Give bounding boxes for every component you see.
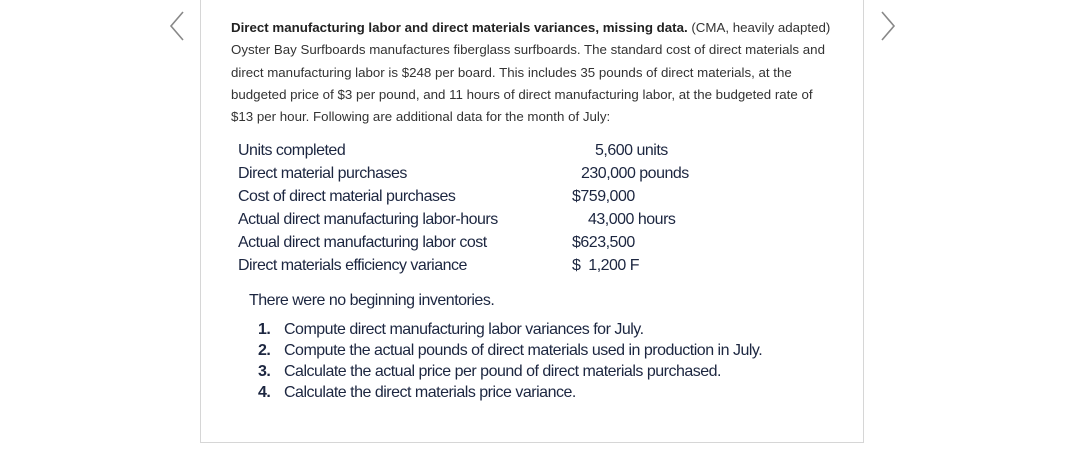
inventory-note: There were no beginning inventories. [249, 292, 495, 309]
question-text: Calculate the direct materials price variance. [284, 384, 576, 401]
question-item [258, 382, 762, 403]
row-label: Cost of direct material purchases [238, 188, 456, 205]
chevron-right-icon [872, 8, 902, 44]
question-list [258, 319, 762, 403]
row-label: Actual direct manufacturing labor-hours [238, 211, 498, 228]
question-number: 1. [258, 321, 271, 338]
table-row [238, 254, 798, 277]
question-item [258, 340, 762, 361]
row-label: Direct materials efficiency variance [238, 257, 467, 274]
question-text: Compute direct manufacturing labor variances for July. [284, 321, 644, 338]
problem-text: (CMA, heavily adapted) Oyster Bay Surfboards manufactures fiberglass surfboards. The standard cost of direct materials and direct manufacturing labor is $248 per board. This includes 35 pounds of direct materials, at the budgeted price of $3 per pound, and 11 hours of direct manufacturing labor, at the budgeted rate of $13 per hour. Following are additional data for the month of July: [231, 20, 831, 125]
question-item [258, 319, 762, 340]
table-row [238, 208, 798, 231]
question-number: 4. [258, 384, 271, 401]
question-text: Compute the actual pounds of direct materials used in production in July. [284, 342, 763, 359]
table-row [238, 139, 798, 162]
row-value: 5,600 units [595, 142, 668, 159]
table-row [238, 162, 798, 185]
next-button[interactable] [872, 8, 902, 44]
question-number: 2. [258, 342, 271, 359]
row-value: $ 1,200 F [572, 257, 640, 274]
problem-intro [231, 17, 836, 128]
question-number: 3. [258, 363, 271, 380]
table-row [238, 231, 798, 254]
previous-button[interactable] [163, 8, 193, 44]
row-label: Actual direct manufacturing labor cost [238, 234, 487, 251]
row-label: Units completed [238, 142, 346, 159]
row-label: Direct material purchases [238, 165, 407, 182]
row-value: 43,000 hours [588, 211, 676, 228]
table-row [238, 185, 798, 208]
chevron-left-icon [163, 8, 193, 44]
data-table [238, 139, 798, 277]
problem-title: Direct manufacturing labor and direct materials variances, missing data. [231, 20, 688, 35]
row-value: $759,000 [572, 188, 635, 205]
row-value: $623,500 [572, 234, 635, 251]
row-value: 230,000 pounds [581, 165, 689, 182]
problem-card [200, 0, 864, 443]
question-text: Calculate the actual price per pound of direct materials purchased. [284, 363, 721, 380]
question-item [258, 361, 762, 382]
